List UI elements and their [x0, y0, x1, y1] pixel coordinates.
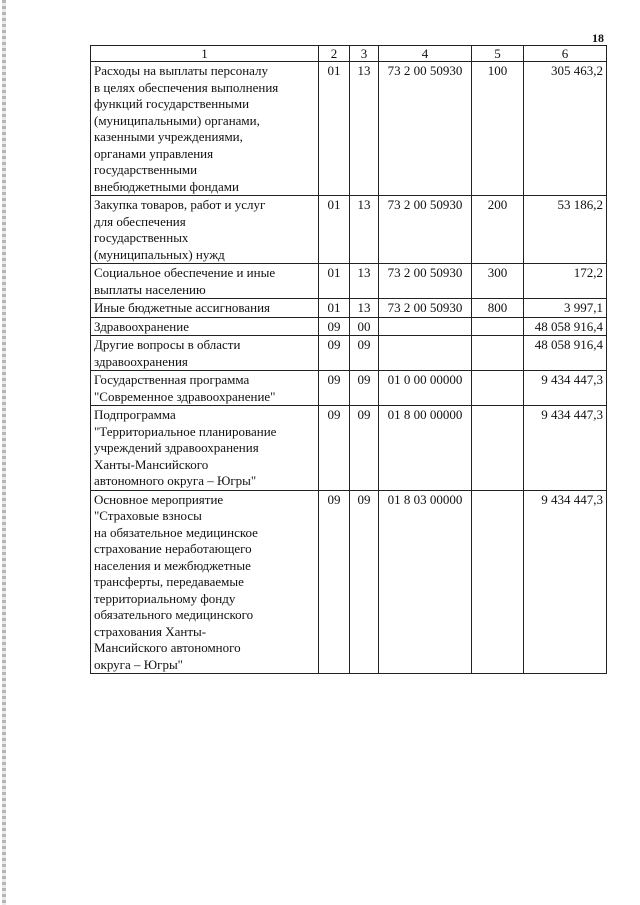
table-row [91, 317, 607, 336]
row-target-code [379, 317, 472, 336]
row-name: Расходы на выплаты персоналу в целях обеспечения выполнения функций государственными (муниципальными) органами, казенными учреждениями, органами управления государственными внебюджетными фондами [91, 62, 319, 196]
row-name: Государственная программа "Современное здравоохранение" [91, 371, 319, 406]
table-row [91, 299, 607, 318]
row-subsection-code: 13 [350, 299, 379, 318]
header-cell: 3 [350, 46, 379, 62]
table-row [91, 371, 607, 406]
row-name: Другие вопросы в области здравоохранения [91, 336, 319, 371]
row-target-code: 73 2 00 50930 [379, 62, 472, 196]
row-subsection-code: 00 [350, 317, 379, 336]
row-expense-type [472, 336, 524, 371]
row-section-code: 09 [319, 490, 350, 674]
row-name: Здравоохранение [91, 317, 319, 336]
row-amount: 9 434 447,3 [524, 490, 607, 674]
row-expense-type [472, 371, 524, 406]
page-number: 18 [592, 31, 604, 45]
row-name: Основное мероприятие "Страховые взносы на обязательное медицинское страхование неработающего населения и межбюджетные трансферты, передаваемые территориальному фонду обязательного медицинского страхования Ханты- Мансийского автономного округа – Югры" [91, 490, 319, 674]
row-expense-type [472, 490, 524, 674]
row-section-code: 09 [319, 371, 350, 406]
row-target-code: 01 8 00 00000 [379, 406, 472, 491]
header-cell: 2 [319, 46, 350, 62]
table-row [91, 336, 607, 371]
table-row [91, 264, 607, 299]
row-name: Закупка товаров, работ и услуг для обеспечения государственных (муниципальных) нужд [91, 196, 319, 264]
row-amount: 305 463,2 [524, 62, 607, 196]
row-expense-type: 200 [472, 196, 524, 264]
row-amount: 3 997,1 [524, 299, 607, 318]
row-target-code: 01 8 03 00000 [379, 490, 472, 674]
row-section-code: 01 [319, 264, 350, 299]
table-row [91, 406, 607, 491]
row-subsection-code: 09 [350, 336, 379, 371]
row-name: Подпрограмма "Территориальное планирование учреждений здравоохранения Ханты-Мансийского автономного округа – Югры" [91, 406, 319, 491]
row-subsection-code: 13 [350, 264, 379, 299]
row-subsection-code: 13 [350, 196, 379, 264]
table-row [91, 490, 607, 674]
scan-binding-edge [2, 0, 6, 905]
row-name: Социальное обеспечение и иные выплаты населению [91, 264, 319, 299]
header-cell: 4 [379, 46, 472, 62]
row-section-code: 01 [319, 196, 350, 264]
row-amount: 172,2 [524, 264, 607, 299]
row-expense-type [472, 317, 524, 336]
header-cell: 1 [91, 46, 319, 62]
row-expense-type: 800 [472, 299, 524, 318]
row-subsection-code: 09 [350, 406, 379, 491]
table-row [91, 62, 607, 196]
budget-table [90, 45, 607, 674]
row-expense-type: 300 [472, 264, 524, 299]
row-target-code: 73 2 00 50930 [379, 299, 472, 318]
header-cell: 5 [472, 46, 524, 62]
row-name: Иные бюджетные ассигнования [91, 299, 319, 318]
row-amount: 53 186,2 [524, 196, 607, 264]
table-row [91, 196, 607, 264]
row-section-code: 09 [319, 336, 350, 371]
row-section-code: 01 [319, 299, 350, 318]
row-section-code: 09 [319, 317, 350, 336]
row-amount: 48 058 916,4 [524, 336, 607, 371]
row-amount: 9 434 447,3 [524, 371, 607, 406]
row-amount: 9 434 447,3 [524, 406, 607, 491]
row-subsection-code: 09 [350, 490, 379, 674]
row-target-code: 73 2 00 50930 [379, 264, 472, 299]
header-cell: 6 [524, 46, 607, 62]
row-section-code: 09 [319, 406, 350, 491]
row-subsection-code: 13 [350, 62, 379, 196]
row-subsection-code: 09 [350, 371, 379, 406]
row-target-code: 73 2 00 50930 [379, 196, 472, 264]
row-expense-type [472, 406, 524, 491]
row-target-code: 01 0 00 00000 [379, 371, 472, 406]
row-expense-type: 100 [472, 62, 524, 196]
row-target-code [379, 336, 472, 371]
table-header-row [91, 46, 607, 62]
row-amount: 48 058 916,4 [524, 317, 607, 336]
row-section-code: 01 [319, 62, 350, 196]
